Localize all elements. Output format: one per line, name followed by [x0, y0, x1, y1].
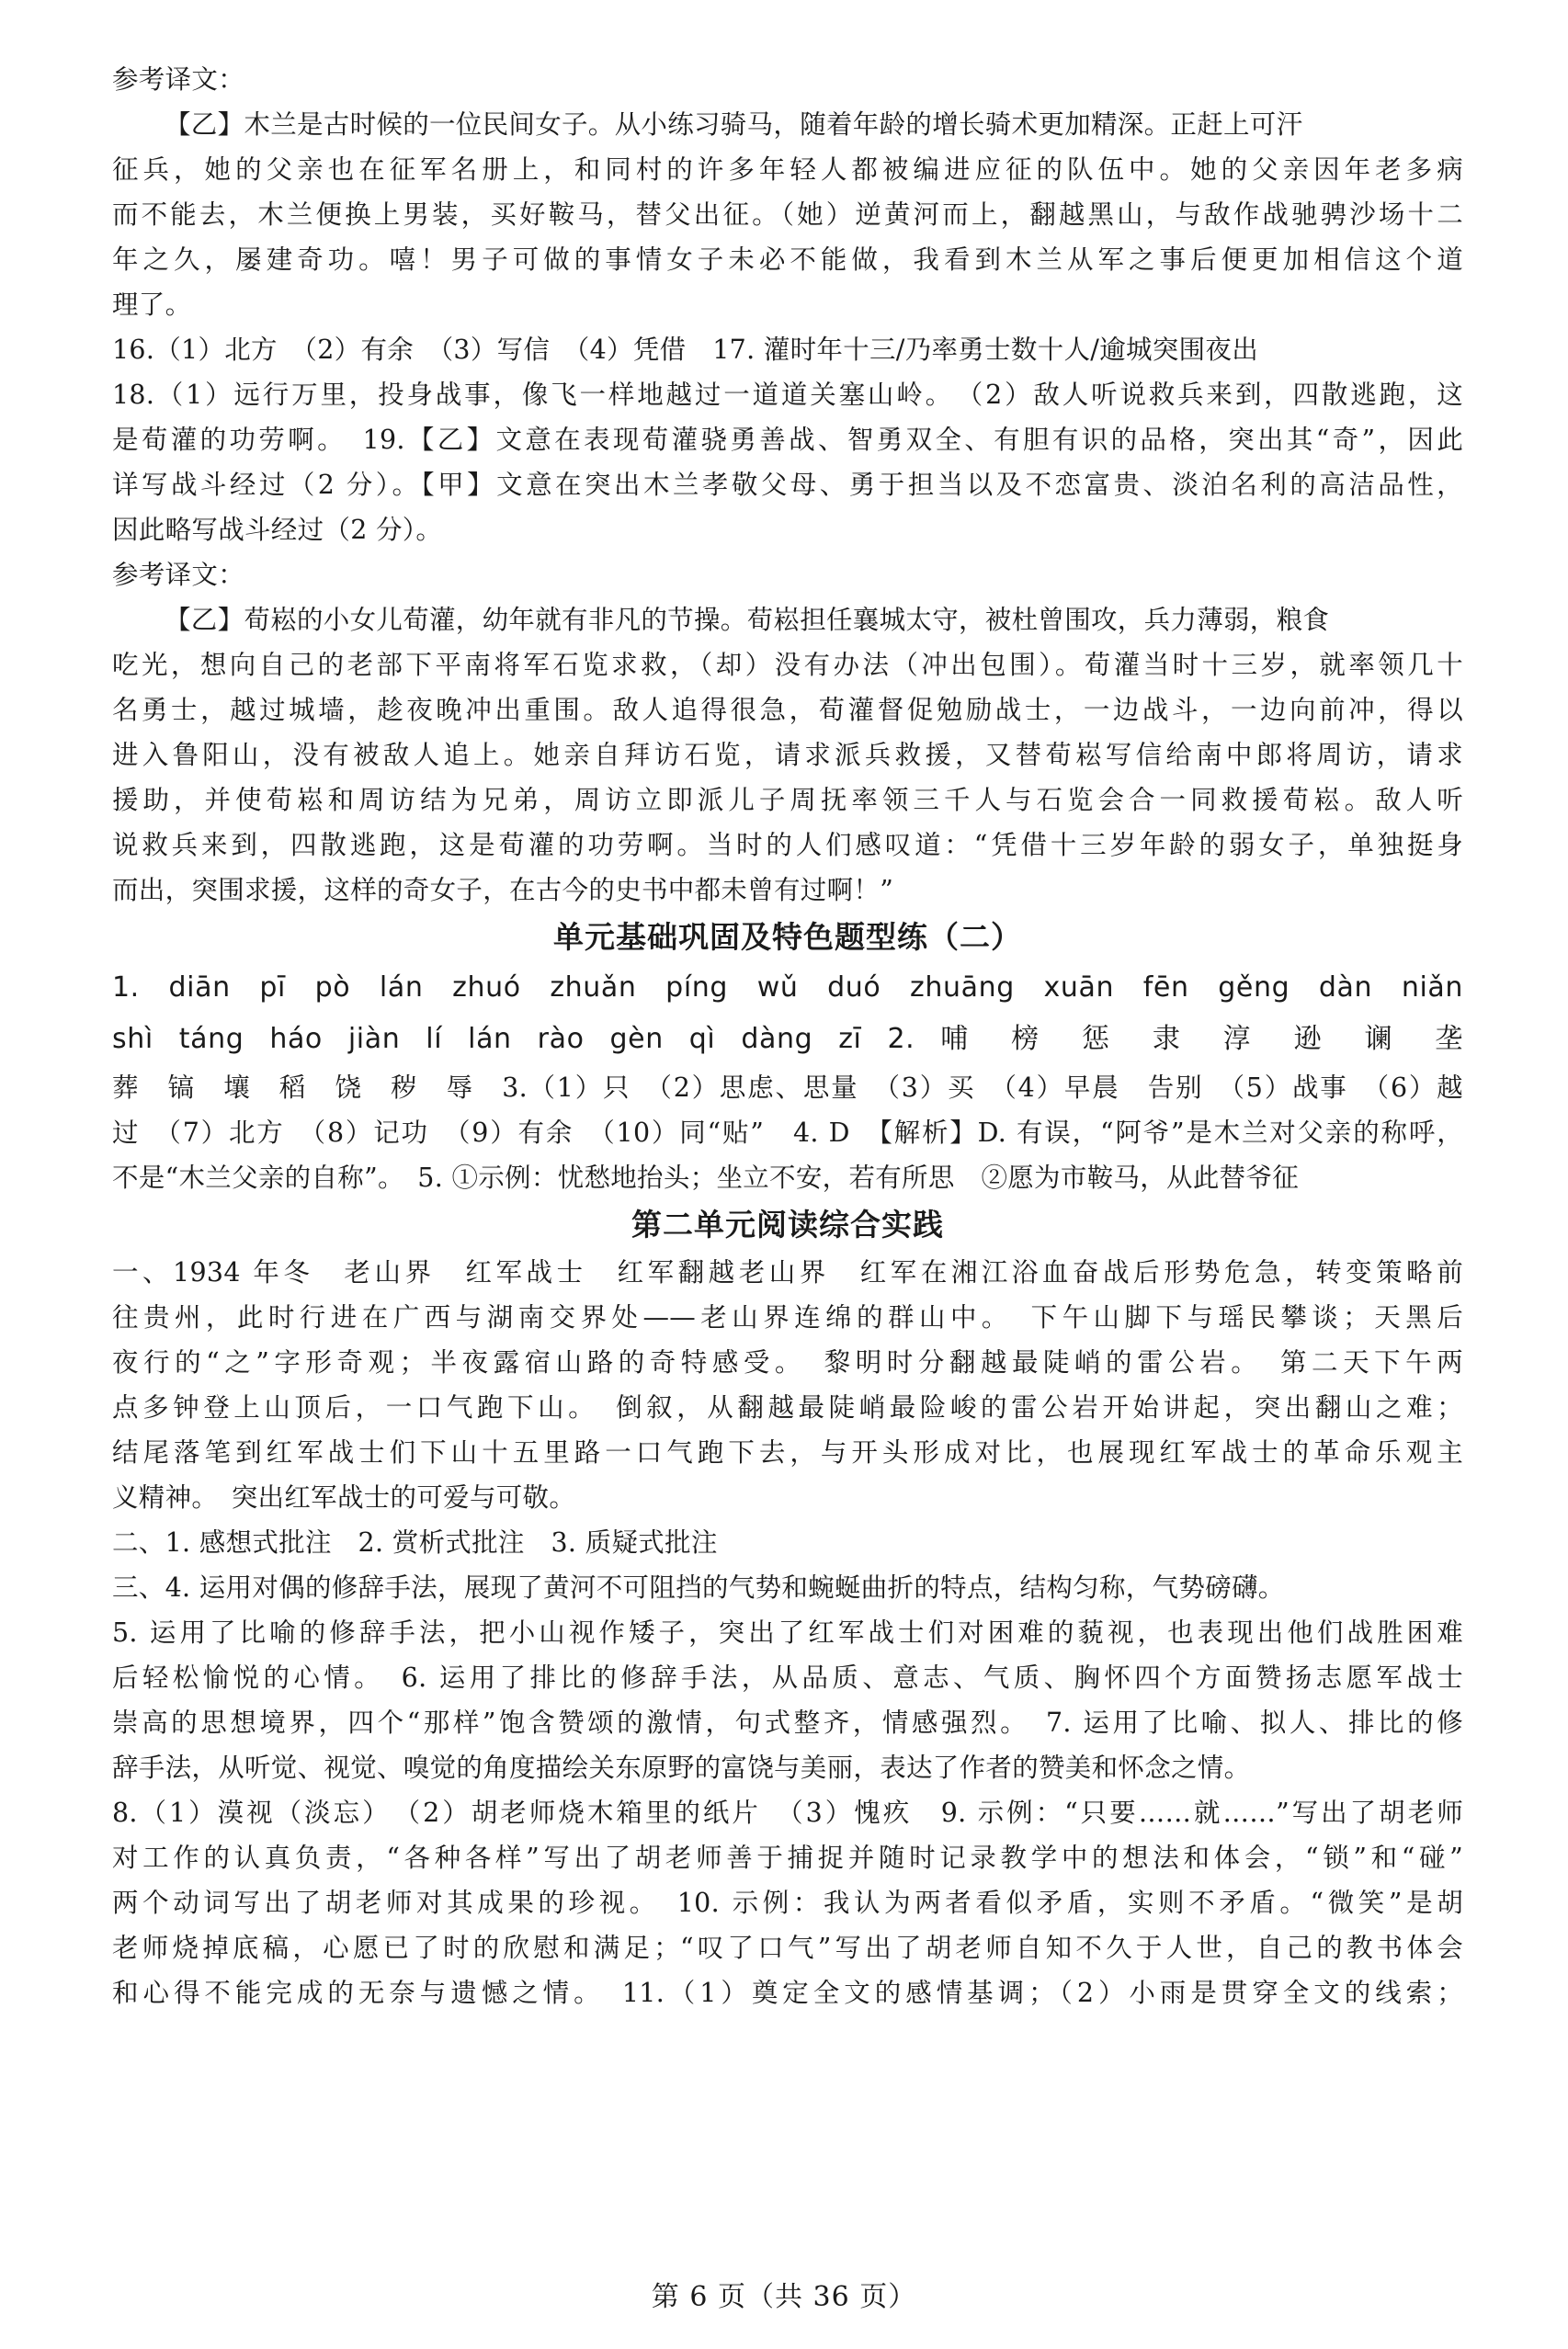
answer-block-2: [112, 1065, 1463, 1200]
text-line: 援助，并使荀崧和周访结为兄弟，周访立即派儿子周抚率领三千人与石览会合一同救援荀崧。敌人听: [112, 785, 1463, 815]
answer-block-1: [112, 57, 1463, 913]
text-line: 【乙】木兰是古时候的一位民间女子。从小练习骑马，随着年龄的增长骑术更加精深。正赶上可汗: [165, 109, 1303, 140]
text-line: 进入鲁阳山，没有被敌人追上。她亲自拜访石览，请求派兵救援，又替荀崧写信给南中郎将周访，请求: [112, 740, 1463, 770]
text-line: 是荀灌的功劳啊。 19.【乙】文意在表现荀灌骁勇善战、智勇双全、有胆有识的品格，突出其“奇”，因此: [112, 425, 1463, 455]
section-title: 单元基础巩固及特色题型练（二）: [553, 919, 1022, 955]
text-line: 8.（1）漠视（淡忘） （2）胡老师烧木箱里的纸片 （3）愧疚 9. 示例：“只要……就……”写出了胡老师: [112, 1798, 1463, 1828]
page-footer: 第 6 页（共 36 页）: [651, 2281, 917, 2313]
text-line: 年之久，屡建奇功。嘻！男子可做的事情女子未必不能做，我看到木兰从军之事后便更加相信这个道: [112, 244, 1463, 275]
text-line: 说救兵来到，四散逃跑，这是荀灌的功劳啊。当时的人们感叹道：“凭借十三岁年龄的弱女子，单独挺身: [112, 830, 1463, 860]
text-line: 而不能去，木兰便换上男装，买好鞍马，替父出征。（她）逆黄河而上，翻越黑山，与敌作战驰骋沙场十二: [112, 199, 1463, 230]
text-line: 两个动词写出了胡老师对其成果的珍视。 10. 示例：我认为两者看似矛盾，实则不矛盾。“微笑”是胡: [112, 1888, 1463, 1918]
text-line: 往贵州，此时行进在广西与湖南交界处——老山界连绵的群山中。 下午山脚下与瑶民攀谈；天黑后: [112, 1302, 1463, 1333]
text-line: 义精神。 突出红军战士的可爱与可敬。: [112, 1482, 576, 1513]
text-line: 不是“木兰父亲的自称”。 5. ①示例：忧愁地抬头；坐立不安，若有所思 ②愿为市鞍马，从此替爷征: [112, 1163, 1300, 1193]
text-line: 【乙】荀崧的小女儿荀灌，幼年就有非凡的节操。荀崧担任襄城太守，被杜曾围攻，兵力薄弱，粮食: [165, 605, 1330, 635]
text-line: 老师烧掉底稿，心愿已了时的欣慰和满足；“叹了口气”写出了胡老师自知不久于人世，自己的教书体会: [112, 1933, 1463, 1963]
text-line: 一、1934 年冬 老山界 红军战士 红军翻越老山界 红军在湘江浴血奋战后形势危急，转变策略前: [112, 1257, 1463, 1288]
text-line: 参考译文：: [112, 64, 245, 95]
text-line: 而出，突围求援，这样的奇女子，在古今的史书中都未曾有过啊！”: [112, 875, 894, 905]
text-line: 崇高的思想境界，四个“那样”饱含赞颂的激情，句式整齐，情感强烈。 7. 运用了比喻、拟人、排比的修: [112, 1708, 1463, 1738]
section-title: 第二单元阅读综合实践: [631, 1207, 944, 1243]
text-line: 夜行的“之”字形奇观；半夜露宿山路的奇特感受。 黎明时分翻越最陡峭的雷公岩。 第二天下午两: [112, 1347, 1463, 1378]
text-line: 结尾落笔到红军战士们下山十五里路一口气跑下去，与开头形成对比，也展现红军战士的革命乐观主: [112, 1437, 1463, 1468]
text-line: 对工作的认真负责，“各种各样”写出了胡老师善于捕捉并随时记录教学中的想法和体会，“锁”和“碰”: [112, 1843, 1463, 1873]
text-line: 参考译文：: [112, 560, 245, 590]
text-line: 二、1. 感想式批注 2. 赏析式批注 3. 质疑式批注: [112, 1527, 718, 1558]
pinyin-line: shì táng háo jiàn lí lán rào gèn qì dàng zī 2. 哺 榜 惩 隶 淳 逊 谰 垄: [112, 1023, 1463, 1055]
text-line: 吃光，想向自己的老部下平南将军石览求救，（却）没有办法（冲出包围）。荀灌当时十三岁，就率领几十: [112, 650, 1463, 680]
text-line: 后轻松愉悦的心情。 6. 运用了排比的修辞手法，从品质、意志、气质、胸怀四个方面赞扬志愿军战士: [112, 1662, 1463, 1693]
text-line: 18.（1）远行万里，投身战事，像飞一样地越过一道道关塞山岭。 （2）敌人听说救兵来到，四散逃跑，这: [112, 380, 1463, 410]
text-line: 三、4. 运用对偶的修辞手法，展现了黄河不可阻挡的气势和蜿蜒曲折的特点，结构匀称，气势磅礴。: [112, 1572, 1285, 1603]
text-line: 点多钟登上山顶后，一口气跑下山。 倒叙，从翻越最陡峭最险峻的雷公岩开始讲起，突出翻山之难；: [112, 1392, 1463, 1423]
document-page: [112, 57, 1463, 2015]
text-line: 名勇士，越过城墙，趁夜晚冲出重围。敌人追得很急，荀灌督促勉励战士，一边战斗，一边向前冲，得以: [112, 695, 1463, 725]
text-line: 葬 镐 壤 稻 饶 秽 辱 3.（1）只 （2）思虑、思量 （3）买 （4）早晨 告别 （5）战事 （6）越: [112, 1072, 1463, 1103]
text-line: 和心得不能完成的无奈与遗憾之情。 11.（1）奠定全文的感情基调；（2）小雨是贯穿全文的线索；: [112, 1978, 1463, 2008]
text-line: 16.（1）北方 （2）有余 （3）写信 （4）凭借 17. 灌时年十三/乃率勇士数十人/逾城突围夜出: [112, 335, 1258, 365]
text-line: 辞手法，从听觉、视觉、嗅觉的角度描绘关东原野的富饶与美丽，表达了作者的赞美和怀念之情。: [112, 1753, 1251, 1783]
text-line: 理了。: [112, 289, 192, 320]
text-line: 5. 运用了比喻的修辞手法，把小山视作矮子，突出了红军战士们对困难的藐视，也表现出他们战胜困难: [112, 1617, 1463, 1648]
text-line: 详写战斗经过（2 分）。【甲】文意在突出木兰孝敬父母、勇于担当以及不恋富贵、淡泊名利的高洁品性，: [112, 470, 1463, 500]
text-line: 过 （7）北方 （8）记功 （9）有余 （10）同“贴” 4. D 【解析】D. 有误，“阿爷”是木兰对父亲的称呼，: [112, 1118, 1463, 1148]
pinyin-line: 1. diān pī pò lán zhuó zhuǎn píng wǔ duó zhuāng xuān fēn gěng dàn niǎn: [112, 971, 1463, 1004]
text-line: 因此略写战斗经过（2 分）。: [112, 515, 443, 545]
answer-block-3: [112, 1250, 1463, 2015]
text-line: 征兵，她的父亲也在征军名册上，和同村的许多年轻人都被编进应征的队伍中。她的父亲因年老多病: [112, 154, 1463, 185]
